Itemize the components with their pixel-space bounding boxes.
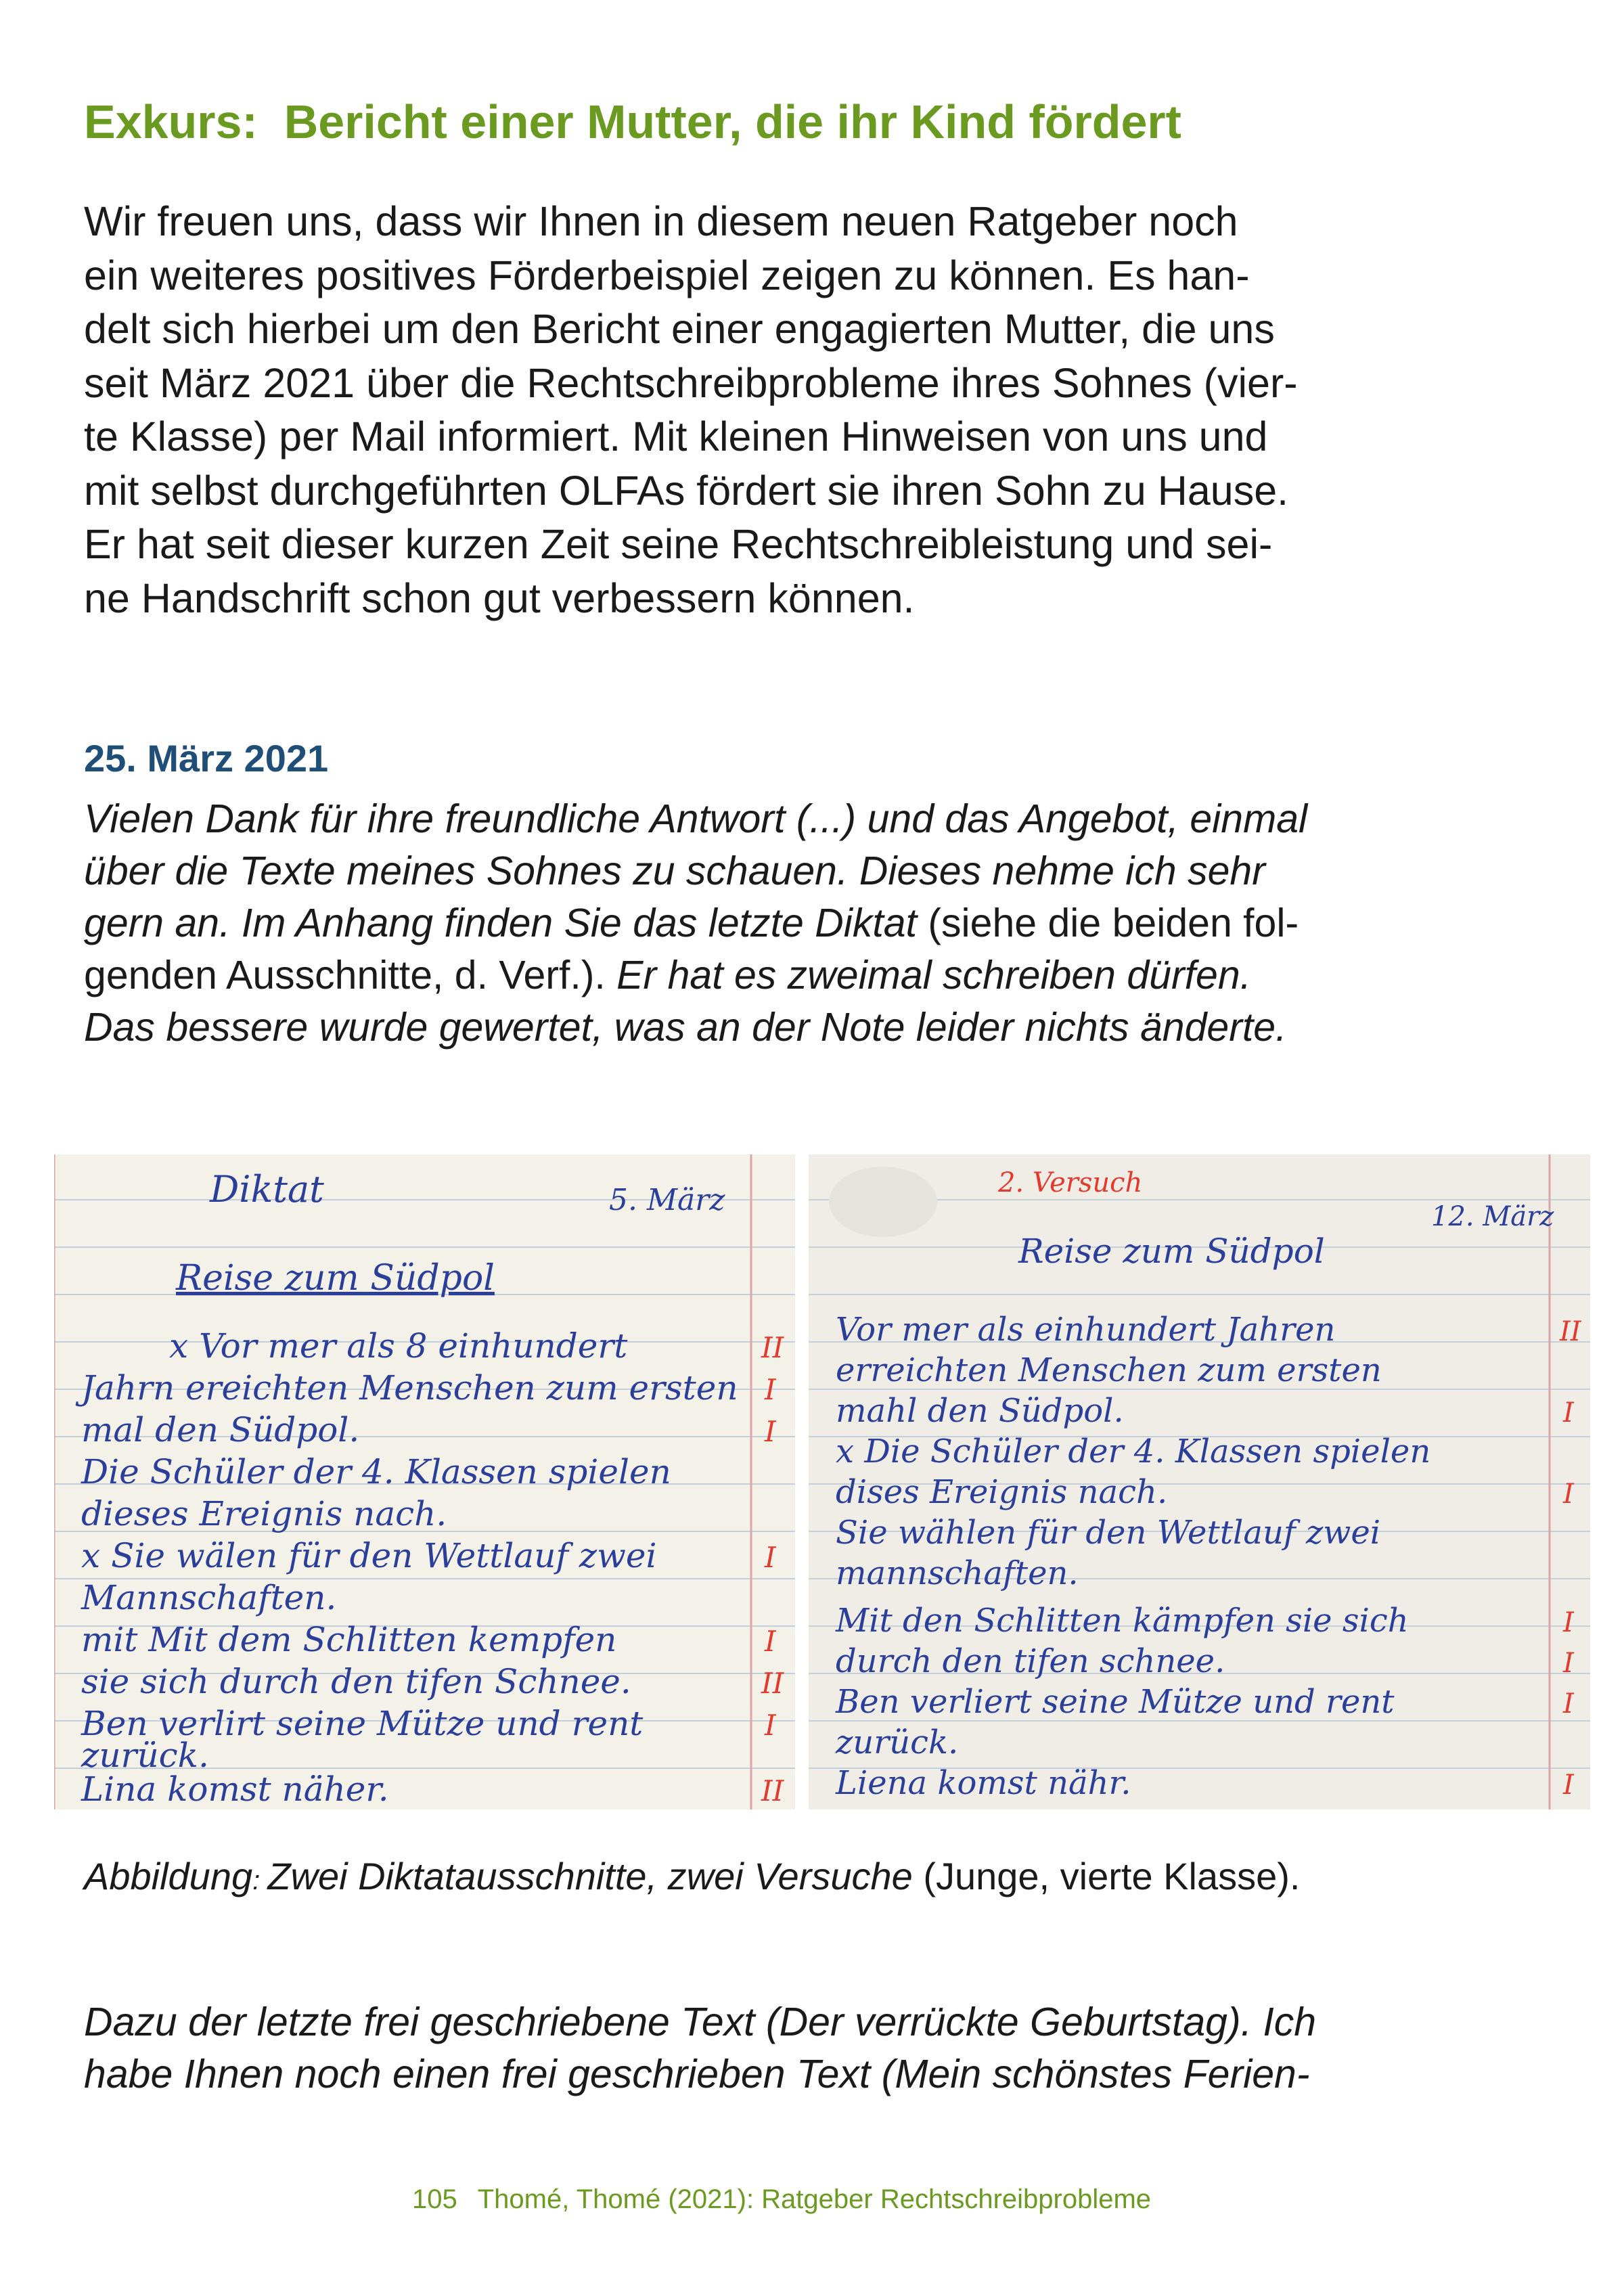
- outro-paragraph: [84, 1996, 1505, 2100]
- sheet-subtitle: Reise zum Südpol: [1018, 1232, 1325, 1271]
- handwritten-line: mal den Südpol.: [81, 1410, 360, 1449]
- handwriting-sheet-1: [54, 1154, 795, 1809]
- handwritten-line: durch den tifen schnee.: [836, 1642, 1225, 1680]
- dictation-photos: [54, 1154, 1590, 1809]
- caption-note: (Junge, vierte Klasse).: [912, 1855, 1301, 1897]
- editor-note: genden Ausschnitte, d. Verf.).: [84, 953, 617, 997]
- error-mark: I: [765, 1415, 776, 1448]
- error-mark: I: [765, 1709, 776, 1742]
- quote-text: gern an. Im Anhang finden Sie das letzte Diktat: [84, 901, 917, 945]
- intro-line: ne Handschrift schon gut verbessern können.: [84, 575, 915, 621]
- sheet-title: 2. Versuch: [998, 1167, 1143, 1198]
- handwritten-line: x Sie wälen für den Wettlauf zwei: [81, 1536, 657, 1575]
- handwritten-line: Vor mer als einhundert Jahren: [836, 1311, 1336, 1349]
- handwritten-line: dieses Ereignis nach.: [81, 1494, 447, 1533]
- error-mark: I: [1563, 1648, 1574, 1679]
- error-mark: I: [1563, 1479, 1574, 1510]
- intro-paragraph: [84, 195, 1471, 625]
- figure-caption: [84, 1854, 1546, 1898]
- dictation-photo-second-attempt: [809, 1154, 1590, 1809]
- error-mark: I: [765, 1541, 776, 1574]
- handwritten-line: Mannschaften.: [81, 1578, 337, 1617]
- handwritten-line: Jahrn ereichten Menschen zum ersten: [81, 1368, 738, 1408]
- page-heading: Exkurs: Bericht einer Mutter, die ihr Kind fördert: [84, 95, 1181, 148]
- quote-text: Er hat es zweimal schreiben dürfen.: [616, 953, 1252, 997]
- intro-line: te Klasse) per Mail informiert. Mit kleinen Hinweisen von uns und: [84, 413, 1268, 459]
- handwritten-line: Ben verliert seine Mütze und rent: [836, 1683, 1395, 1721]
- error-mark: II: [761, 1667, 784, 1700]
- error-mark: II: [761, 1331, 784, 1364]
- quote-line: Das bessere wurde gewertet, was an der Note leider nichts änderte.: [84, 1005, 1287, 1050]
- outro-line: habe Ihnen noch einen frei geschrieben Text (Mein schönstes Ferien-: [84, 2052, 1310, 2096]
- intro-line: delt sich hierbei um den Bericht einer engagierten Mutter, die uns: [84, 306, 1275, 352]
- handwritten-line: Sie wählen für den Wettlauf zwei: [836, 1514, 1381, 1552]
- handwritten-line: zurück.: [81, 1736, 209, 1775]
- error-mark: I: [1563, 1607, 1574, 1638]
- blurred-name-patch: [829, 1167, 937, 1237]
- page-footer: [0, 2184, 1563, 2215]
- handwritten-line: Lina komst näher.: [81, 1770, 389, 1809]
- editor-note: (siehe die beiden fol-: [917, 901, 1299, 945]
- quote-line: [84, 949, 1505, 1002]
- quote-line: [84, 897, 1505, 949]
- handwritten-line: erreichten Menschen zum ersten: [836, 1351, 1382, 1389]
- handwritten-line: dises Ereignis nach.: [836, 1473, 1168, 1511]
- handwritten-line: Liena komst nähr.: [836, 1764, 1131, 1802]
- error-mark: II: [1560, 1316, 1581, 1347]
- caption-title: Zwei Diktatausschnitte, zwei Versuche: [267, 1855, 913, 1897]
- caption-colon: :: [252, 1866, 268, 1895]
- letter-quote: [84, 793, 1505, 1054]
- error-mark: I: [765, 1373, 776, 1406]
- quote-line: Vielen Dank für ihre freundliche Antwort (...) und das Angebot, einmal: [84, 796, 1308, 841]
- dictation-photo-first-attempt: [54, 1154, 795, 1809]
- error-mark: I: [1563, 1397, 1574, 1429]
- sheet-date: 12. März: [1431, 1201, 1554, 1232]
- intro-line: ein weiteres positives Förderbeispiel zeigen zu können. Es han-: [84, 252, 1250, 298]
- handwritten-line: mit Mit dem Schlitten kempfen: [81, 1620, 617, 1659]
- page-number: 105: [411, 2184, 457, 2214]
- handwriting-sheet-2: [809, 1154, 1590, 1809]
- sheet-title: Diktat: [210, 1168, 324, 1211]
- intro-line: Wir freuen uns, dass wir Ihnen in diesem neuen Ratgeber noch: [84, 198, 1238, 244]
- quote-line: über die Texte meines Sohnes zu schauen. Dieses nehme ich sehr: [84, 849, 1265, 893]
- handwritten-line: mahl den Südpol.: [836, 1392, 1124, 1430]
- handwritten-line: x Vor mer als 8 einhundert: [169, 1326, 628, 1366]
- outro-line: Dazu der letzte frei geschriebene Text (Der verrückte Geburtstag). Ich: [84, 2000, 1317, 2044]
- handwritten-line: sie sich durch den tifen Schnee.: [81, 1662, 631, 1701]
- intro-line: Er hat seit dieser kurzen Zeit seine Rechtschreibleistung und sei-: [84, 521, 1273, 567]
- handwritten-line: Mit den Schlitten kämpfen sie sich: [836, 1602, 1409, 1640]
- intro-line: seit März 2021 über die Rechtschreibprobleme ihres Sohnes (vier-: [84, 359, 1298, 406]
- handwritten-line: mannschaften.: [836, 1554, 1079, 1592]
- handwritten-line: Ben verlirt seine Mütze und rent: [81, 1704, 644, 1743]
- sheet-subtitle: Reise zum Südpol: [176, 1258, 495, 1299]
- handwritten-line: Die Schüler der 4. Klassen spielen: [81, 1452, 671, 1491]
- sheet-date: 5. März: [609, 1183, 725, 1217]
- caption-label: Abbildung: [84, 1855, 253, 1897]
- error-mark: I: [765, 1625, 776, 1658]
- intro-line: mit selbst durchgeführten OLFAs fördert sie ihren Sohn zu Hause.: [84, 467, 1289, 514]
- footer-source: Thomé, Thomé (2021): Ratgeber Rechtschreibprobleme: [477, 2184, 1152, 2214]
- handwritten-line: x Die Schüler der 4. Klassen spielen: [836, 1433, 1431, 1470]
- error-mark: I: [1563, 1770, 1574, 1801]
- error-mark: II: [761, 1774, 784, 1807]
- handwritten-line: zurück.: [836, 1724, 959, 1761]
- error-mark: I: [1563, 1688, 1574, 1719]
- letter-date: 25. März 2021: [84, 737, 329, 780]
